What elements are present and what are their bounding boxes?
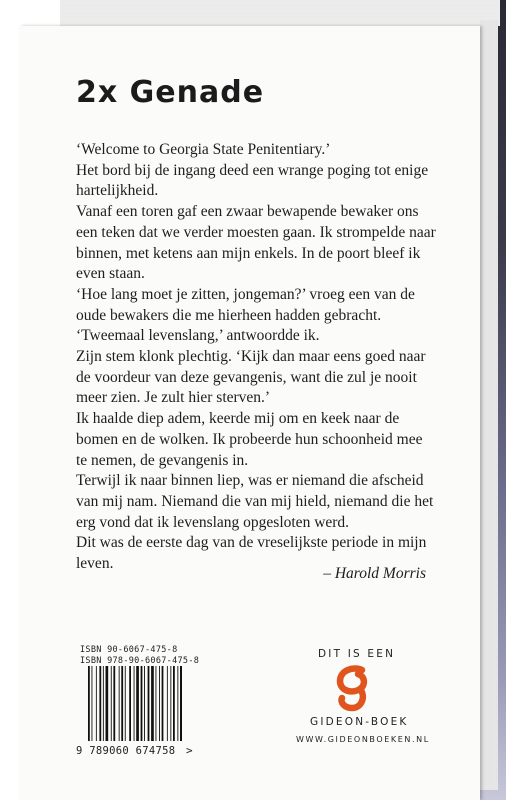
- barcode-bar: [106, 666, 109, 741]
- publisher-name: GIDEON-BOEK: [310, 716, 409, 728]
- barcode-bar: [136, 666, 139, 741]
- isbn-10: ISBN 90-6067-475-8: [80, 645, 178, 655]
- publisher-url: WWW.GIDEONBOEKEN.NL: [296, 735, 430, 744]
- barcode-bar: [92, 666, 93, 741]
- barcode-bar: [103, 666, 104, 741]
- barcode-bar: [88, 666, 90, 741]
- barcode-bar: [162, 666, 164, 741]
- blurb-paragraph: ‘Tweemaal levenslang,’ antwoordde ik.: [76, 327, 320, 345]
- barcode-arrow: >: [186, 744, 193, 757]
- blurb-text: [76, 140, 436, 575]
- barcode-bar: [134, 666, 135, 741]
- blurb-paragraph: Terwijl ik naar binnen liep, was er niemand die afscheid van mij nam. Niemand die van mij hield, niemand die het erg vond dat ik levenslang opgesloten werd.: [76, 472, 434, 531]
- barcode-bar: [111, 666, 112, 741]
- barcode-bar: [173, 666, 175, 741]
- blurb-paragraph: Vanaf een toren gaf een zwaar bewapende bewaker ons een teken dat we verder moesten gaan. Ik strompelde naar binnen, met ketens aan mijn enkels. In de poort bleef ik even staan.: [76, 203, 436, 283]
- barcode-bar: [177, 666, 178, 741]
- barcode-bar: [119, 666, 120, 741]
- gideon-g-logo-icon: [332, 664, 374, 712]
- barcode-bar: [156, 666, 157, 741]
- barcode-bar: [167, 666, 168, 741]
- barcode-bar: [151, 666, 154, 741]
- page-edges-right: [480, 20, 498, 790]
- barcode-bar: [159, 666, 160, 741]
- isbn-13: ISBN 978-90-6067-475-8: [80, 656, 200, 666]
- book-title: 2x Genade: [76, 75, 265, 110]
- barcode-bar: [144, 666, 145, 741]
- barcode-digits: 9 789060 674758: [76, 745, 176, 757]
- barcode-bar: [170, 666, 171, 741]
- barcode-bar: [148, 666, 150, 741]
- barcode-bar: [96, 666, 97, 741]
- blurb-paragraph: Dit was de eerste dag van de vreselijkste periode in mijn leven.: [76, 534, 427, 573]
- blurb-paragraph: Ik haalde diep adem, keerde mij om en keek naar de bomen en de wolken. Ik probeerde hun schoonheid mee te nemen, de gevangenis in.: [76, 410, 423, 469]
- page-edges-top: [60, 0, 500, 26]
- blurb-paragraph: ‘Welcome to Georgia State Penitentiary.’: [76, 141, 331, 158]
- publisher-tagline: DIT IS EEN: [318, 648, 396, 660]
- barcode-bar: [99, 666, 101, 741]
- blurb-paragraph: Zijn stem klonk plechtig. ‘Kijk dan maar eens goed naar de voordeur van deze gevangenis, want die zul je nooit meer zien. Je zult hier sterven.’: [76, 348, 426, 407]
- barcode-bar: [180, 666, 182, 741]
- blurb-paragraph: Het bord bij de ingang deed een wrange poging tot enige hartelijkheid.: [76, 161, 429, 200]
- author-attribution: – Harold Morris: [323, 565, 426, 582]
- barcode-bar: [129, 666, 131, 741]
- barcode: [88, 666, 182, 741]
- barcode-bar: [113, 666, 115, 741]
- blurb-paragraph: ‘Hoe lang moet je zitten, jongeman?’ vroeg een van de oude bewakers die me hierheen hadden gebracht.: [76, 285, 415, 324]
- barcode-bar: [125, 666, 126, 741]
- barcode-bar: [141, 666, 143, 741]
- barcode-bar: [121, 666, 123, 741]
